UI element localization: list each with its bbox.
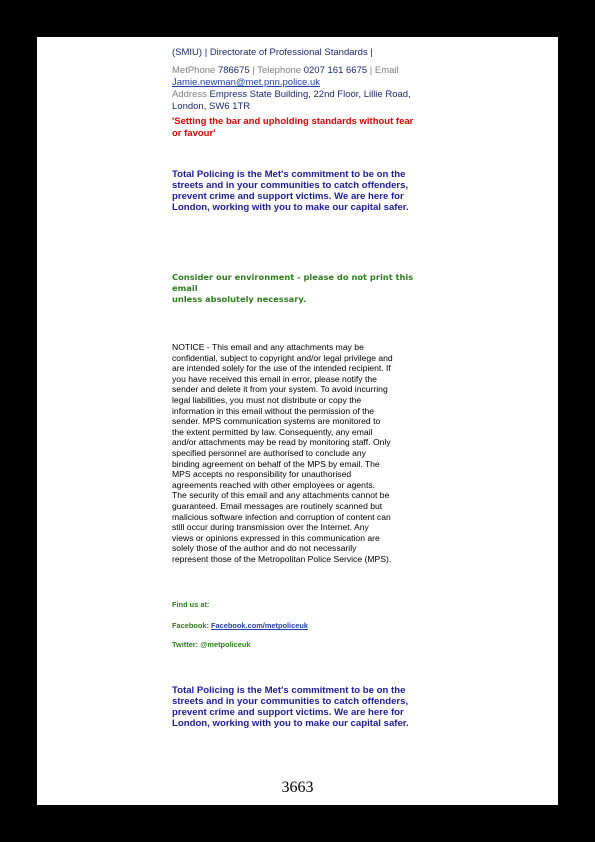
- notice-line: confidential, subject to copyright and/or legal privilege and: [172, 352, 393, 363]
- metphone-label: MetPhone: [172, 65, 216, 76]
- email-link[interactable]: Jamie.newman@met.pnn.police.uk: [172, 77, 320, 88]
- notice-line: agreements reached with other employees or agents.: [172, 479, 376, 490]
- notice-line: NOTICE - This email and any attachments may be: [172, 342, 364, 352]
- notice-line: guaranteed. Email messages are routinely scanned but: [172, 500, 383, 511]
- address-line-2: London, SW6 1TR: [172, 101, 251, 112]
- social-links: [172, 600, 428, 650]
- legal-notice: [172, 342, 428, 564]
- email-label: Email: [374, 65, 399, 76]
- motto-line-1: 'Setting the bar and upholding standards without fear: [172, 116, 414, 127]
- notice-line: the extent permitted by law. Consequently, any email: [172, 426, 373, 437]
- notice-line: represent those of the Metropolitan Police Service (MPS).: [172, 553, 392, 564]
- policing-line-3: prevent crime and support victims. We are here for: [172, 707, 404, 719]
- email-signature: [172, 47, 428, 729]
- separator: |: [249, 65, 258, 76]
- contact-phone-line: [172, 65, 428, 77]
- document-page: [37, 37, 558, 805]
- environment-note: [172, 272, 428, 305]
- notice-line: binding agreement on behalf of the MPS by email. The: [172, 458, 380, 469]
- notice-line: and/or attachments may be read by monitoring staff. Only: [172, 437, 391, 448]
- policing-line-4: London, working with you to make our capital safer.: [172, 718, 409, 730]
- notice-line: views or opinions expressed in this communication are: [172, 532, 380, 543]
- telephone-value: 0207 161 6675: [303, 65, 368, 76]
- policing-line-2: streets and in your communities to catch offenders,: [172, 180, 409, 191]
- environment-line-2: unless absolutely necessary.: [172, 294, 307, 304]
- facebook-link[interactable]: Facebook.com/metpoliceuk: [211, 621, 308, 631]
- notice-line: specified personnel are authorised to conclude any: [172, 447, 366, 458]
- email-line: [172, 77, 428, 89]
- policing-line-2: streets and in your communities to catch offenders,: [172, 696, 409, 708]
- separator: |: [367, 65, 375, 76]
- notice-line: malicious software infection and corruption of content can: [172, 511, 391, 522]
- facebook-label: Facebook:: [172, 621, 209, 631]
- facebook-line: [172, 621, 428, 631]
- motto-line-2: or favour': [172, 128, 216, 139]
- find-us-label: Find us at:: [172, 600, 210, 610]
- policing-line-1: Total Policing is the Met's commitment to be on the: [172, 169, 406, 180]
- unit-line: (SMIU) | Directorate of Professional Standards |: [172, 47, 373, 58]
- policing-line-4: London, working with you to make our capital safer.: [172, 202, 409, 213]
- notice-line: you have received this email in error, please notify the: [172, 373, 377, 384]
- notice-line: still occur during transmission over the Internet. Any: [172, 522, 369, 533]
- address-line: [172, 89, 428, 101]
- telephone-label: Telephone: [257, 65, 302, 76]
- notice-line: information in this email without the permission of the: [172, 405, 375, 416]
- metphone-value: 786675: [217, 65, 250, 76]
- policing-line-1: Total Policing is the Met's commitment to be on the: [172, 685, 406, 697]
- address-label: Address: [172, 89, 207, 100]
- policing-line-3: prevent crime and support victims. We are here for: [172, 191, 404, 202]
- notice-line: sender and delete it from your system. To avoid incurring: [172, 384, 388, 395]
- policing-statement-top: [172, 169, 428, 213]
- page-number: 3663: [281, 779, 314, 796]
- notice-line: are intended solely for the use of the intended recipient. If: [172, 363, 391, 374]
- twitter-line: Twitter: @metpoliceuk: [172, 640, 251, 650]
- notice-line: MPS accepts no responsibility for unauthorised: [172, 469, 352, 480]
- notice-line: legal liabilities, you must not distribute or copy the: [172, 394, 362, 405]
- notice-line: solely those of the author and do not necessarily: [172, 543, 357, 554]
- notice-line: The security of this email and any attachments cannot be: [172, 490, 390, 501]
- policing-statement-bottom: [172, 685, 428, 729]
- environment-line-1: Consider our environment - please do not print this email: [172, 272, 414, 293]
- notice-line: sender. MPS communication systems are monitored to: [172, 416, 381, 427]
- address-line-1: Empress State Building, 22nd Floor, Lillie Road,: [209, 89, 411, 100]
